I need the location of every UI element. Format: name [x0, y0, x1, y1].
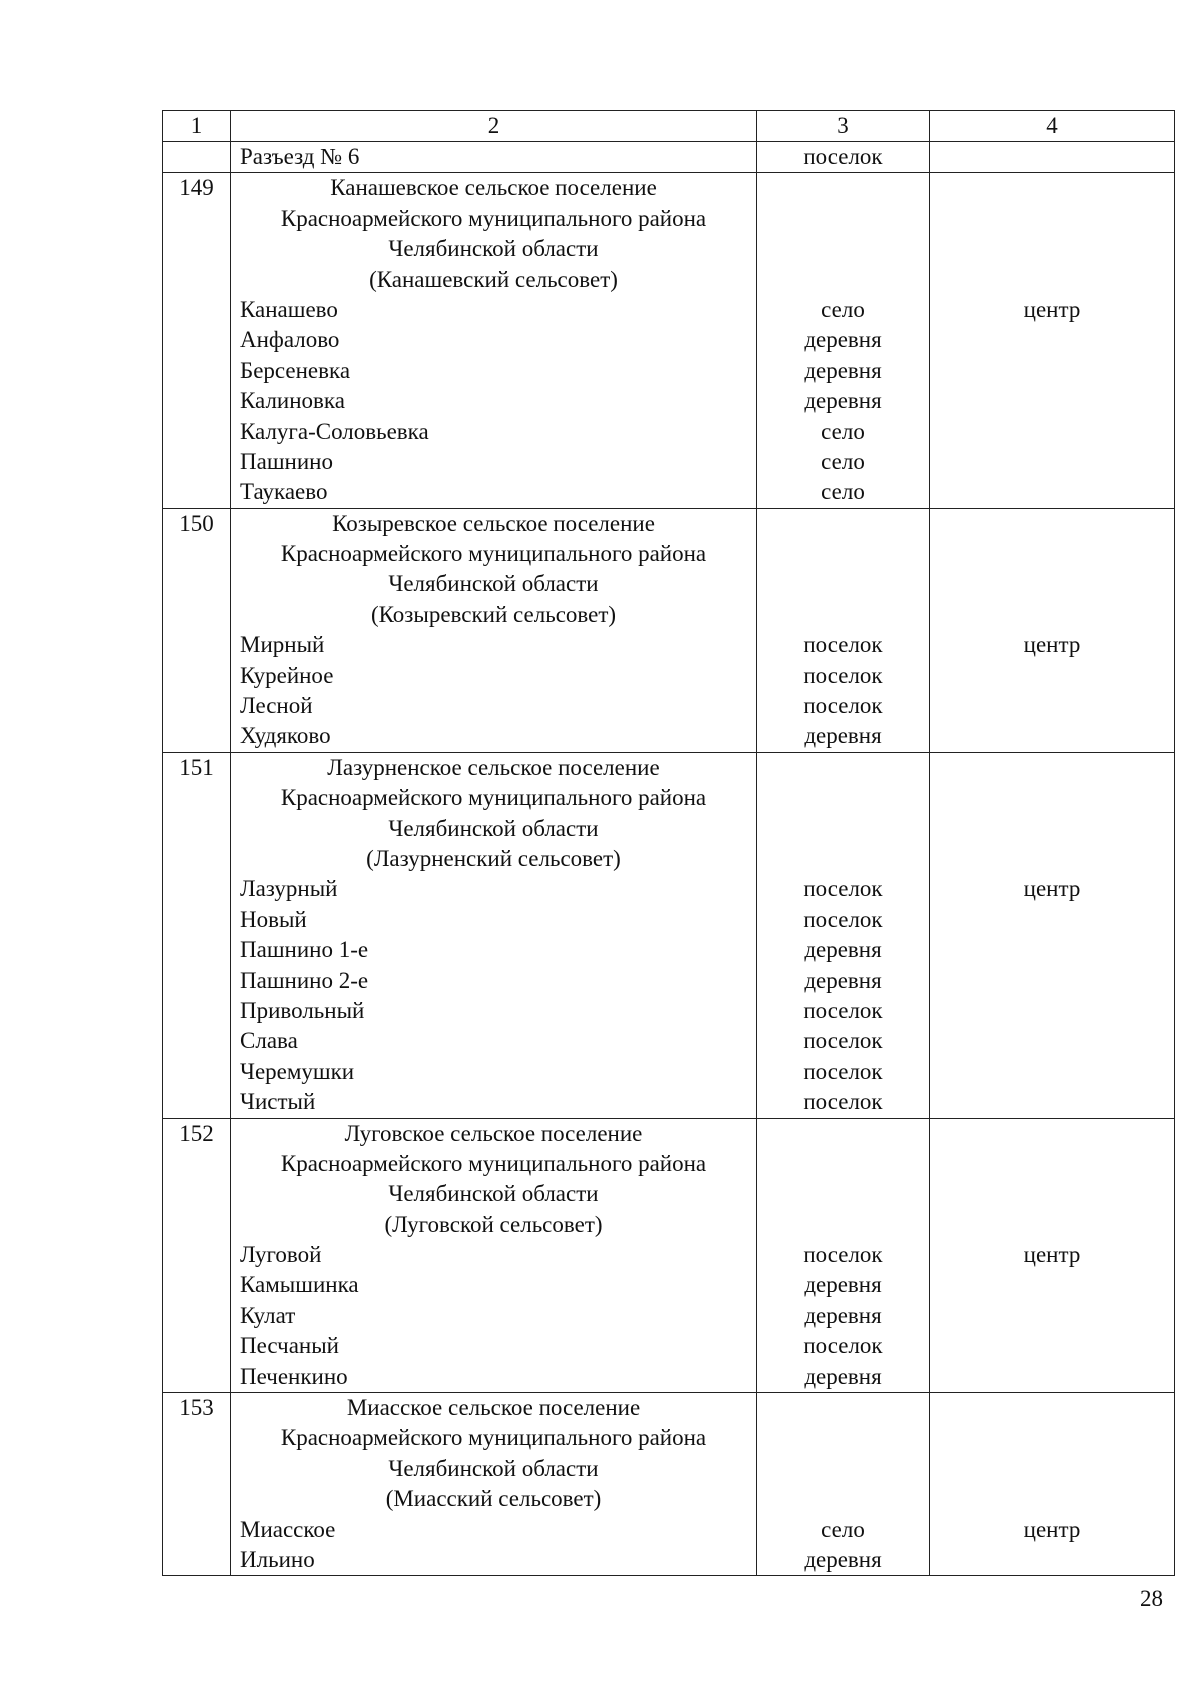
settlement-status: центр: [1023, 1242, 1081, 1268]
settlement-type: деревня: [804, 723, 882, 749]
header-col-4: 4: [930, 111, 1175, 142]
blank-line: [930, 1454, 1174, 1484]
settlement-type: село: [821, 296, 865, 322]
section-number: [163, 752, 231, 1118]
section-number-text: 151: [179, 754, 214, 780]
section-names-cell: [231, 173, 757, 508]
settlement-type: деревня: [804, 967, 882, 993]
settlement-status: [930, 691, 1174, 721]
section-row: [163, 173, 1175, 508]
settlement-name: Печенкино: [240, 1363, 348, 1389]
blank-line: [757, 569, 929, 599]
section-title-line: (Лазурненский сельсовет): [366, 845, 621, 871]
settlement-type: поселок: [803, 662, 883, 688]
blank-line: [930, 814, 1174, 844]
section-names-cell: [231, 508, 757, 752]
section-types-cell: [757, 1393, 930, 1576]
blank-line: [757, 1210, 929, 1240]
settlement-name: Пашнино: [240, 448, 333, 474]
settlement-name: Привольный: [240, 997, 365, 1023]
section-title-line: Челябинской области: [388, 815, 599, 841]
settlement-type: поселок: [803, 876, 883, 902]
blank-line: [757, 204, 929, 234]
blank-line: [930, 783, 1174, 813]
section-row: [163, 508, 1175, 752]
settlement-status: [930, 1331, 1174, 1361]
section-number: [163, 1118, 231, 1393]
settlement-type: село: [821, 418, 865, 444]
settlement-status: [930, 417, 1174, 447]
settlement-status: [930, 477, 1174, 507]
settlement-name: Камышинка: [240, 1272, 359, 1298]
carryover-status: [930, 142, 1175, 173]
section-title-line: Красноармейского муниципального района: [280, 1425, 707, 1451]
blank-line: [757, 509, 929, 539]
blank-line: [930, 1393, 1174, 1423]
settlement-type: поселок: [803, 906, 883, 932]
section-status-cell: [930, 173, 1175, 508]
settlement-name: Мирный: [240, 632, 325, 658]
settlement-type: деревня: [804, 1272, 882, 1298]
table-body: [163, 111, 1175, 1576]
settlement-status: [930, 447, 1174, 477]
blank-line: [757, 844, 929, 874]
section-status-cell: [930, 1118, 1175, 1393]
settlement-name: Худяково: [240, 723, 331, 749]
settlement-status: [930, 356, 1174, 386]
settlement-name: Чистый: [240, 1089, 316, 1115]
page-number: 28: [1140, 1586, 1163, 1611]
settlement-type: поселок: [803, 1333, 883, 1359]
section-title-line: Красноармейского муниципального района: [280, 785, 707, 811]
section-names-cell: [231, 1118, 757, 1393]
carryover-type: поселок: [803, 144, 883, 169]
blank-line: [757, 173, 929, 203]
settlement-status: [930, 1087, 1174, 1117]
settlement-status: центр: [1023, 876, 1081, 902]
section-title-line: Красноармейского муниципального района: [280, 1150, 707, 1176]
blank-line: [930, 1179, 1174, 1209]
settlement-name: Новый: [240, 906, 307, 932]
settlement-type: поселок: [803, 693, 883, 719]
section-number-text: 153: [179, 1395, 214, 1421]
settlement-type: деревня: [804, 1363, 882, 1389]
section-types-cell: [757, 1118, 930, 1393]
settlement-status: [930, 661, 1174, 691]
settlement-name: Курейное: [240, 662, 334, 688]
settlement-name: Берсеневка: [240, 357, 351, 383]
settlement-name: Миасское: [240, 1516, 336, 1542]
section-title-line: Луговское сельское поселение: [344, 1120, 643, 1146]
blank-line: [757, 1423, 929, 1453]
settlement-name: Кулат: [240, 1302, 296, 1328]
settlement-type: поселок: [803, 1028, 883, 1054]
settlement-status: [930, 1270, 1174, 1300]
blank-line: [757, 1393, 929, 1423]
blank-line: [930, 1210, 1174, 1240]
section-number: [163, 1393, 231, 1576]
blank-line: [930, 204, 1174, 234]
blank-line: [930, 844, 1174, 874]
section-number-text: 149: [179, 175, 214, 201]
header-col-3: 3: [757, 111, 930, 142]
settlement-status: [930, 1545, 1174, 1575]
section-number: [163, 508, 231, 752]
section-status-cell: [930, 752, 1175, 1118]
header-row: [163, 111, 1175, 142]
settlement-name: Песчаный: [240, 1333, 339, 1359]
section-title-line: Челябинской области: [388, 236, 599, 262]
settlement-name: Анфалово: [240, 327, 340, 353]
blank-line: [757, 234, 929, 264]
settlement-name: Лесной: [240, 693, 313, 719]
settlement-status: [930, 386, 1174, 416]
settlement-name: Таукаево: [240, 479, 328, 505]
settlement-name: Луговой: [240, 1242, 322, 1268]
section-status-cell: [930, 508, 1175, 752]
settlement-status: центр: [1023, 1516, 1081, 1542]
section-types-cell: [757, 752, 930, 1118]
settlement-name: Черемушки: [240, 1058, 355, 1084]
settlement-status: центр: [1023, 296, 1081, 322]
section-types-cell: [757, 508, 930, 752]
section-row: [163, 1393, 1175, 1576]
blank-line: [757, 1179, 929, 1209]
section-title-line: Челябинской области: [388, 1455, 599, 1481]
settlement-status: [930, 935, 1174, 965]
settlement-type: село: [821, 1516, 865, 1542]
section-title-line: Лазурненское сельское поселение: [327, 754, 660, 780]
section-names-cell: [231, 1393, 757, 1576]
settlement-type: поселок: [803, 1242, 883, 1268]
section-title-line: Миасское сельское поселение: [346, 1395, 641, 1421]
settlement-name: Канашево: [240, 296, 338, 322]
blank-line: [930, 539, 1174, 569]
blank-line: [757, 539, 929, 569]
settlement-type: деревня: [804, 388, 882, 414]
settlement-status: [930, 1362, 1174, 1392]
settlement-name: Слава: [240, 1028, 298, 1054]
section-title-line: (Луговской сельсовет): [384, 1211, 603, 1237]
blank-line: [757, 1484, 929, 1514]
blank-line: [930, 753, 1174, 783]
settlements-table: [162, 110, 1175, 1576]
settlement-name: Ильино: [240, 1546, 315, 1572]
settlement-name: Пашнино 1-е: [240, 937, 369, 963]
carryover-name: Разъезд № 6: [240, 144, 360, 169]
settlement-status: [930, 721, 1174, 751]
settlement-name: Лазурный: [240, 876, 338, 902]
section-number: [163, 173, 231, 508]
section-title-line: Козыревское сельское поселение: [332, 510, 655, 536]
section-number-text: 150: [179, 510, 214, 536]
section-title-line: (Миасский сельсовет): [385, 1486, 602, 1512]
carryover-row: [163, 142, 1175, 173]
section-title-line: (Козыревский сельсовет): [370, 601, 617, 627]
settlement-type: деревня: [804, 327, 882, 353]
section-title-line: Красноармейского муниципального района: [280, 205, 707, 231]
settlement-type: поселок: [803, 1058, 883, 1084]
section-status-cell: [930, 1393, 1175, 1576]
blank-line: [757, 600, 929, 630]
settlement-type: деревня: [804, 937, 882, 963]
settlement-type: поселок: [803, 1089, 883, 1115]
section-names-cell: [231, 752, 757, 1118]
settlement-status: центр: [1023, 632, 1081, 658]
blank-line: [930, 1149, 1174, 1179]
section-title-line: Канашевское сельское поселение: [330, 175, 657, 201]
settlement-type: деревня: [804, 1302, 882, 1328]
settlement-status: [930, 996, 1174, 1026]
settlement-name: Калуга-Соловьевка: [240, 418, 429, 444]
blank-line: [930, 1484, 1174, 1514]
section-title-line: Челябинской области: [388, 571, 599, 597]
settlement-status: [930, 1301, 1174, 1331]
section-title-line: Красноармейского муниципального района: [280, 541, 707, 567]
settlement-type: деревня: [804, 1546, 882, 1572]
header-col-1: 1: [163, 111, 231, 142]
settlement-type: деревня: [804, 357, 882, 383]
blank-line: [757, 1149, 929, 1179]
settlement-status: [930, 966, 1174, 996]
settlement-type: село: [821, 448, 865, 474]
blank-line: [930, 509, 1174, 539]
header-col-2: 2: [231, 111, 757, 142]
settlement-type: поселок: [803, 632, 883, 658]
blank-line: [930, 173, 1174, 203]
settlement-type: поселок: [803, 997, 883, 1023]
blank-line: [930, 234, 1174, 264]
blank-line: [757, 1454, 929, 1484]
settlement-status: [930, 325, 1174, 355]
blank-line: [930, 600, 1174, 630]
settlement-name: Пашнино 2-е: [240, 967, 369, 993]
section-title-line: (Канашевский сельсовет): [369, 266, 618, 292]
blank-line: [930, 265, 1174, 295]
settlement-status: [930, 905, 1174, 935]
settlement-status: [930, 1057, 1174, 1087]
section-types-cell: [757, 173, 930, 508]
blank-line: [757, 783, 929, 813]
section-number-text: 152: [179, 1120, 214, 1146]
settlement-name: Калиновка: [240, 388, 345, 414]
carryover-num: [163, 142, 231, 173]
blank-line: [930, 569, 1174, 599]
blank-line: [757, 753, 929, 783]
blank-line: [757, 265, 929, 295]
blank-line: [930, 1119, 1174, 1149]
settlement-status: [930, 1026, 1174, 1056]
section-title-line: Челябинской области: [388, 1181, 599, 1207]
blank-line: [757, 1119, 929, 1149]
blank-line: [930, 1423, 1174, 1453]
settlement-type: село: [821, 479, 865, 505]
blank-line: [757, 814, 929, 844]
section-row: [163, 1118, 1175, 1393]
section-row: [163, 752, 1175, 1118]
